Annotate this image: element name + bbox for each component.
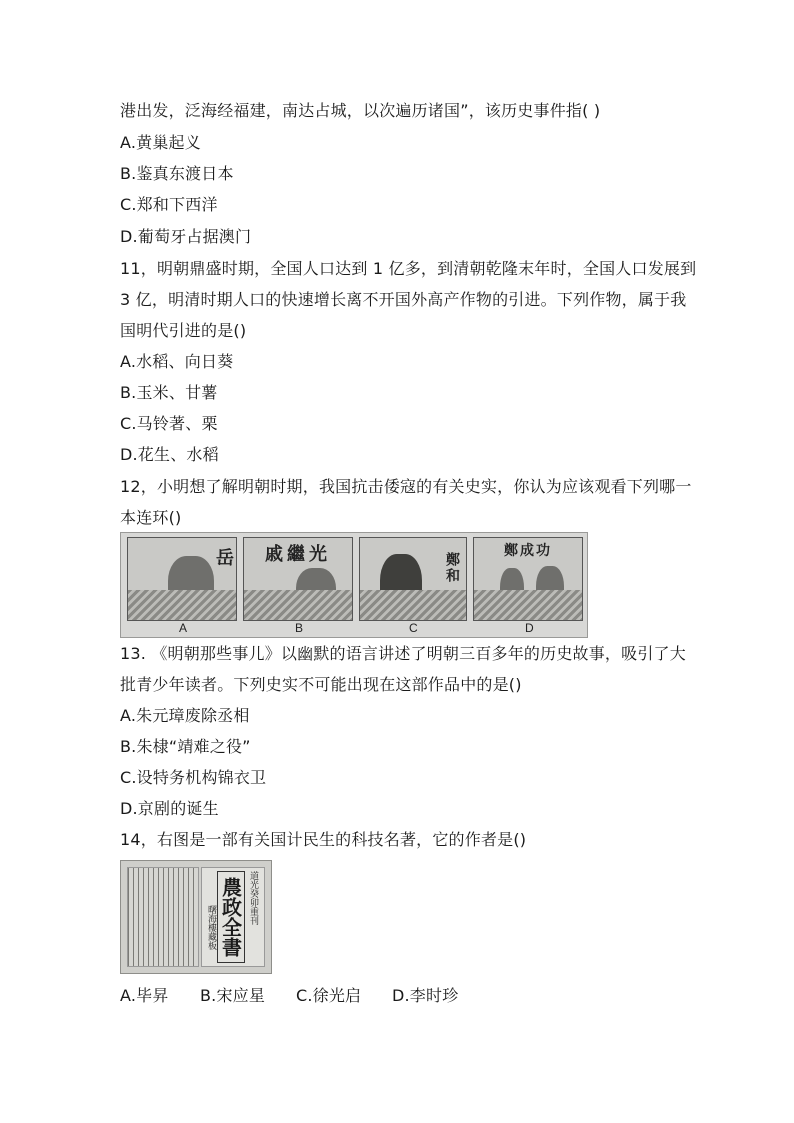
book-left-page	[127, 867, 199, 967]
comic-caption: 岳	[213, 548, 234, 570]
book-cover-image	[120, 860, 272, 974]
question-13-line-1: 13. 《明朝那些事儿》以幽默的语言讲述了明朝三百多年的历史故事，吸引了大	[120, 644, 686, 663]
hatch-shading	[244, 590, 352, 620]
hatch-shading	[474, 590, 582, 620]
option-c: C.马铃著、栗	[120, 414, 218, 433]
option-a: A.黄巢起义	[120, 133, 201, 152]
option-b: B.朱棣“靖难之役”	[120, 737, 251, 756]
comic-panel-d	[473, 537, 583, 621]
book-edition-text: 道光癸卯重刊	[248, 871, 258, 925]
option-b: B.玉米、甘薯	[120, 383, 218, 402]
question-13-line-2: 批青少年读者。下列史实不可能出现在这部作品中的是()	[120, 675, 522, 694]
book-publisher-text: 曙海樓藏板	[206, 905, 216, 950]
option-d: D.葡萄牙占据澳门	[120, 227, 252, 246]
option-c: C.徐光启	[296, 986, 362, 1005]
option-b: B.鉴真东渡日本	[120, 164, 234, 183]
option-b: B.宋应星	[200, 986, 266, 1005]
panel-label-b: B	[295, 621, 304, 635]
panel-label-a: A	[179, 621, 188, 635]
hatch-shading	[128, 590, 236, 620]
option-a: A.水稻、向日葵	[120, 352, 234, 371]
comic-panel-c	[359, 537, 467, 621]
hatch-shading	[360, 590, 466, 620]
question-14-line-1: 14，右图是一部有关国计民生的科技名著，它的作者是()	[120, 830, 527, 849]
comic-caption: 戚繼光	[265, 544, 331, 565]
option-d: D.京剧的诞生	[120, 799, 219, 818]
question-12-line-2: 本连环()	[120, 508, 182, 527]
question-12-line-1: 12，小明想了解明朝时期，我国抗击倭寇的有关史实，你认为应该观看下列哪一	[120, 477, 692, 496]
option-d: D.花生、水稻	[120, 445, 219, 464]
panel-label-d: D	[525, 621, 534, 635]
comic-caption: 鄭成功	[504, 543, 552, 559]
option-a: A.朱元璋废除丞相	[120, 706, 250, 725]
question-11-line-1: 11，明朝鼎盛时期，全国人口达到 1 亿多，到清朝乾隆末年时，全国人口发展到	[120, 259, 697, 278]
question-11-line-3: 国明代引进的是()	[120, 321, 247, 340]
comic-panel-a	[127, 537, 237, 621]
question-11-line-2: 3 亿，明清时期人口的快速增长离不开国外高产作物的引进。下列作物，属于我	[120, 290, 687, 309]
comic-panel-b	[243, 537, 353, 621]
option-a: A.毕昇	[120, 986, 169, 1005]
option-d: D.李时珍	[392, 986, 459, 1005]
question-14-options	[120, 986, 458, 1006]
option-c: C.郑和下西洋	[120, 195, 218, 214]
comic-strip-image	[120, 532, 588, 638]
text-line: 港出发，泛海经福建，南达占城，以次遍历诸国”，该历史事件指( )	[120, 101, 601, 120]
option-c: C.设特务机构锦衣卫	[120, 768, 267, 787]
panel-label-c: C	[409, 621, 418, 635]
comic-caption: 鄭和	[444, 552, 460, 584]
book-title: 農政全書	[217, 871, 245, 963]
